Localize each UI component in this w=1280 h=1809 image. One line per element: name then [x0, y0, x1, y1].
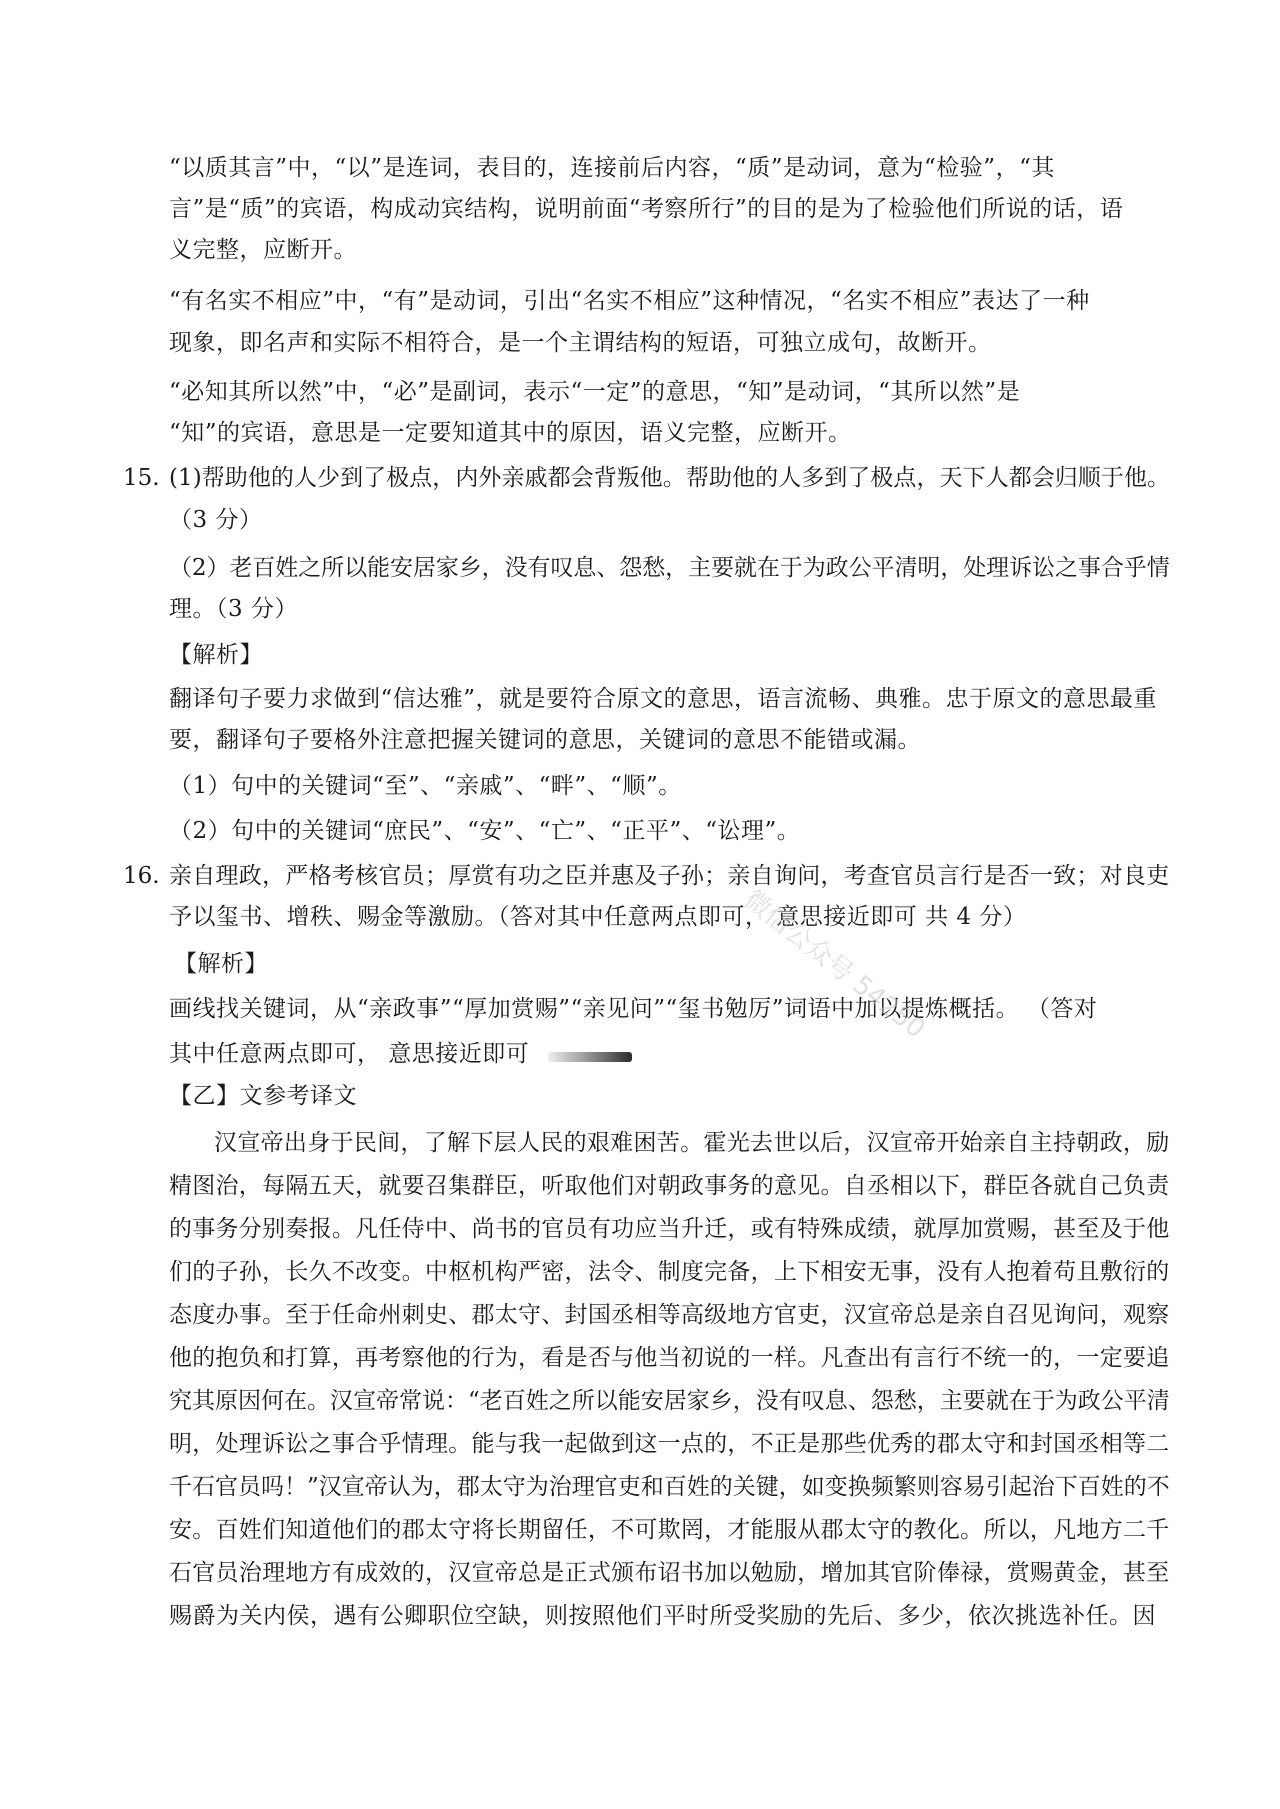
analysis-line: 义完整，应断开。: [169, 237, 357, 263]
analysis-line: 其中任意两点即可， 意思接近即可: [169, 1041, 530, 1067]
watermark: 微信公众号 54250: [737, 884, 931, 1045]
translation-line: 安。百姓们知道他们的郡太守将长期留任，不可欺罔，才能服从郡太守的教化。所以，凡地方二千: [169, 1517, 1170, 1543]
analysis-line: “以质其言”中，“以”是连词，表目的，连接前后内容，“质”是动词，意为“检验”，“其: [169, 155, 1055, 181]
translation-line: 千石官员吗！”汉宣帝认为，郡太守为治理官吏和百姓的关键，如变换频繁则容易引起治下百姓的不: [169, 1474, 1170, 1500]
analysis-line: 现象，即名声和实际不相符合，是一个主谓结构的短语，可独立成句，故断开。: [169, 330, 992, 356]
analysis-line: “有名实不相应”中，“有”是动词，引出“名实不相应”这种情况，“名实不相应”表达了一种: [169, 288, 1090, 314]
translation-line: 精图治，每隔五天，就要召集群臣，听取他们对朝政事务的意见。自丞相以下，群臣各就自己负责: [169, 1173, 1170, 1199]
translation-line: 石官员治理地方有成效的，汉宣帝总是正式颁布诏书加以勉励，增加其官阶俸禄，赏赐黄金，甚至: [169, 1560, 1170, 1586]
analysis-line: 翻译句子要力求做到“信达雅”，就是要符合原文的意思，语言流畅、典雅。忠于原文的意思最重: [169, 686, 1158, 712]
analysis-line: 言”是“质”的宾语，构成动宾结构，说明前面“考察所行”的目的是为了检验他们所说的话，语: [169, 196, 1124, 222]
analysis-heading: 【解析】: [169, 642, 263, 668]
translation-line: 究其原因何在。汉宣帝常说：“老百姓之所以能安居家乡，没有叹息、怨愁，主要就在于为政公平清: [169, 1388, 1170, 1414]
analysis-line: 要，翻译句子要格外注意把握关键词的意思，关键词的意思不能错或漏。: [169, 727, 921, 753]
answer-line: （2）老百姓之所以能安居家乡，没有叹息、怨愁，主要就在于为政公平清明，处理诉讼之事合乎情: [169, 555, 1170, 581]
analysis-line: “必知其所以然”中，“必”是副词，表示“一定”的意思，“知”是动词，“其所以然”是: [169, 379, 1021, 405]
analysis-line: （2）句中的关键词“庶民”、“安”、“亡”、“正平”、“讼理”。: [169, 818, 801, 844]
scan-smudge: [548, 1052, 632, 1062]
analysis-heading: 【解析】: [174, 951, 268, 977]
answer-line: 理。（3 分）: [169, 596, 298, 622]
question-number: 16.: [123, 863, 160, 889]
analysis-line: 画线找关键词，从“亲政事”“厚加赏赐”“亲见问”“玺书勉厉”词语中加以提炼概括。 （答对: [169, 996, 1098, 1022]
answer-line: (1)帮助他的人少到了极点，内外亲戚都会背叛他。帮助他的人多到了极点，天下人都会归顺于他。: [169, 465, 1171, 491]
answer-line: 予以玺书、增秩、赐金等激励。（答对其中任意两点即可， 意思接近即可 共 4 分）: [169, 904, 1027, 930]
translation-line: 他的抱负和打算，再考察他的行为，看是否与他当初说的一样。凡查出有言行不统一的，一定要追: [169, 1345, 1170, 1371]
translation-line: 的事务分别奏报。凡任侍中、尚书的官员有功应当升迁，或有特殊成绩，就厚加赏赐，甚至及于他: [169, 1216, 1170, 1242]
question-number: 15.: [123, 465, 160, 491]
translation-line: 汉宣帝出身于民间，了解下层人民的艰难困苦。霍光去世以后，汉宣帝开始亲自主持朝政，励: [214, 1130, 1170, 1156]
translation-line: 明，处理诉讼之事合乎情理。能与我一起做到这一点的，不正是那些优秀的郡太守和封国丞相等二: [169, 1431, 1170, 1457]
translation-line: 赐爵为关内侯，遇有公卿职位空缺，则按照他们平时所受奖励的先后、多少，依次挑选补任。因: [169, 1603, 1156, 1629]
answer-line: （3 分）: [169, 507, 263, 533]
section-heading: 【乙】文参考译文: [169, 1083, 357, 1109]
answer-line: 亲自理政，严格考核官员；厚赏有功之臣并惠及子孙；亲自询问，考查官员言行是否一致；对良吏: [169, 863, 1170, 889]
analysis-line: “知”的宾语，意思是一定要知道其中的原因，语义完整，应断开。: [169, 420, 852, 446]
translation-line: 们的子孙，长久不改变。中枢机构严密，法令、制度完备，上下相安无事，没有人抱着苟且敷衍的: [169, 1259, 1170, 1285]
translation-line: 态度办事。至于任命州刺史、郡太守、封国丞相等高级地方官吏，汉宣帝总是亲自召见询问，观察: [169, 1302, 1170, 1328]
analysis-line: （1）句中的关键词“至”、“亲戚”、“畔”、“顺”。: [169, 773, 682, 799]
